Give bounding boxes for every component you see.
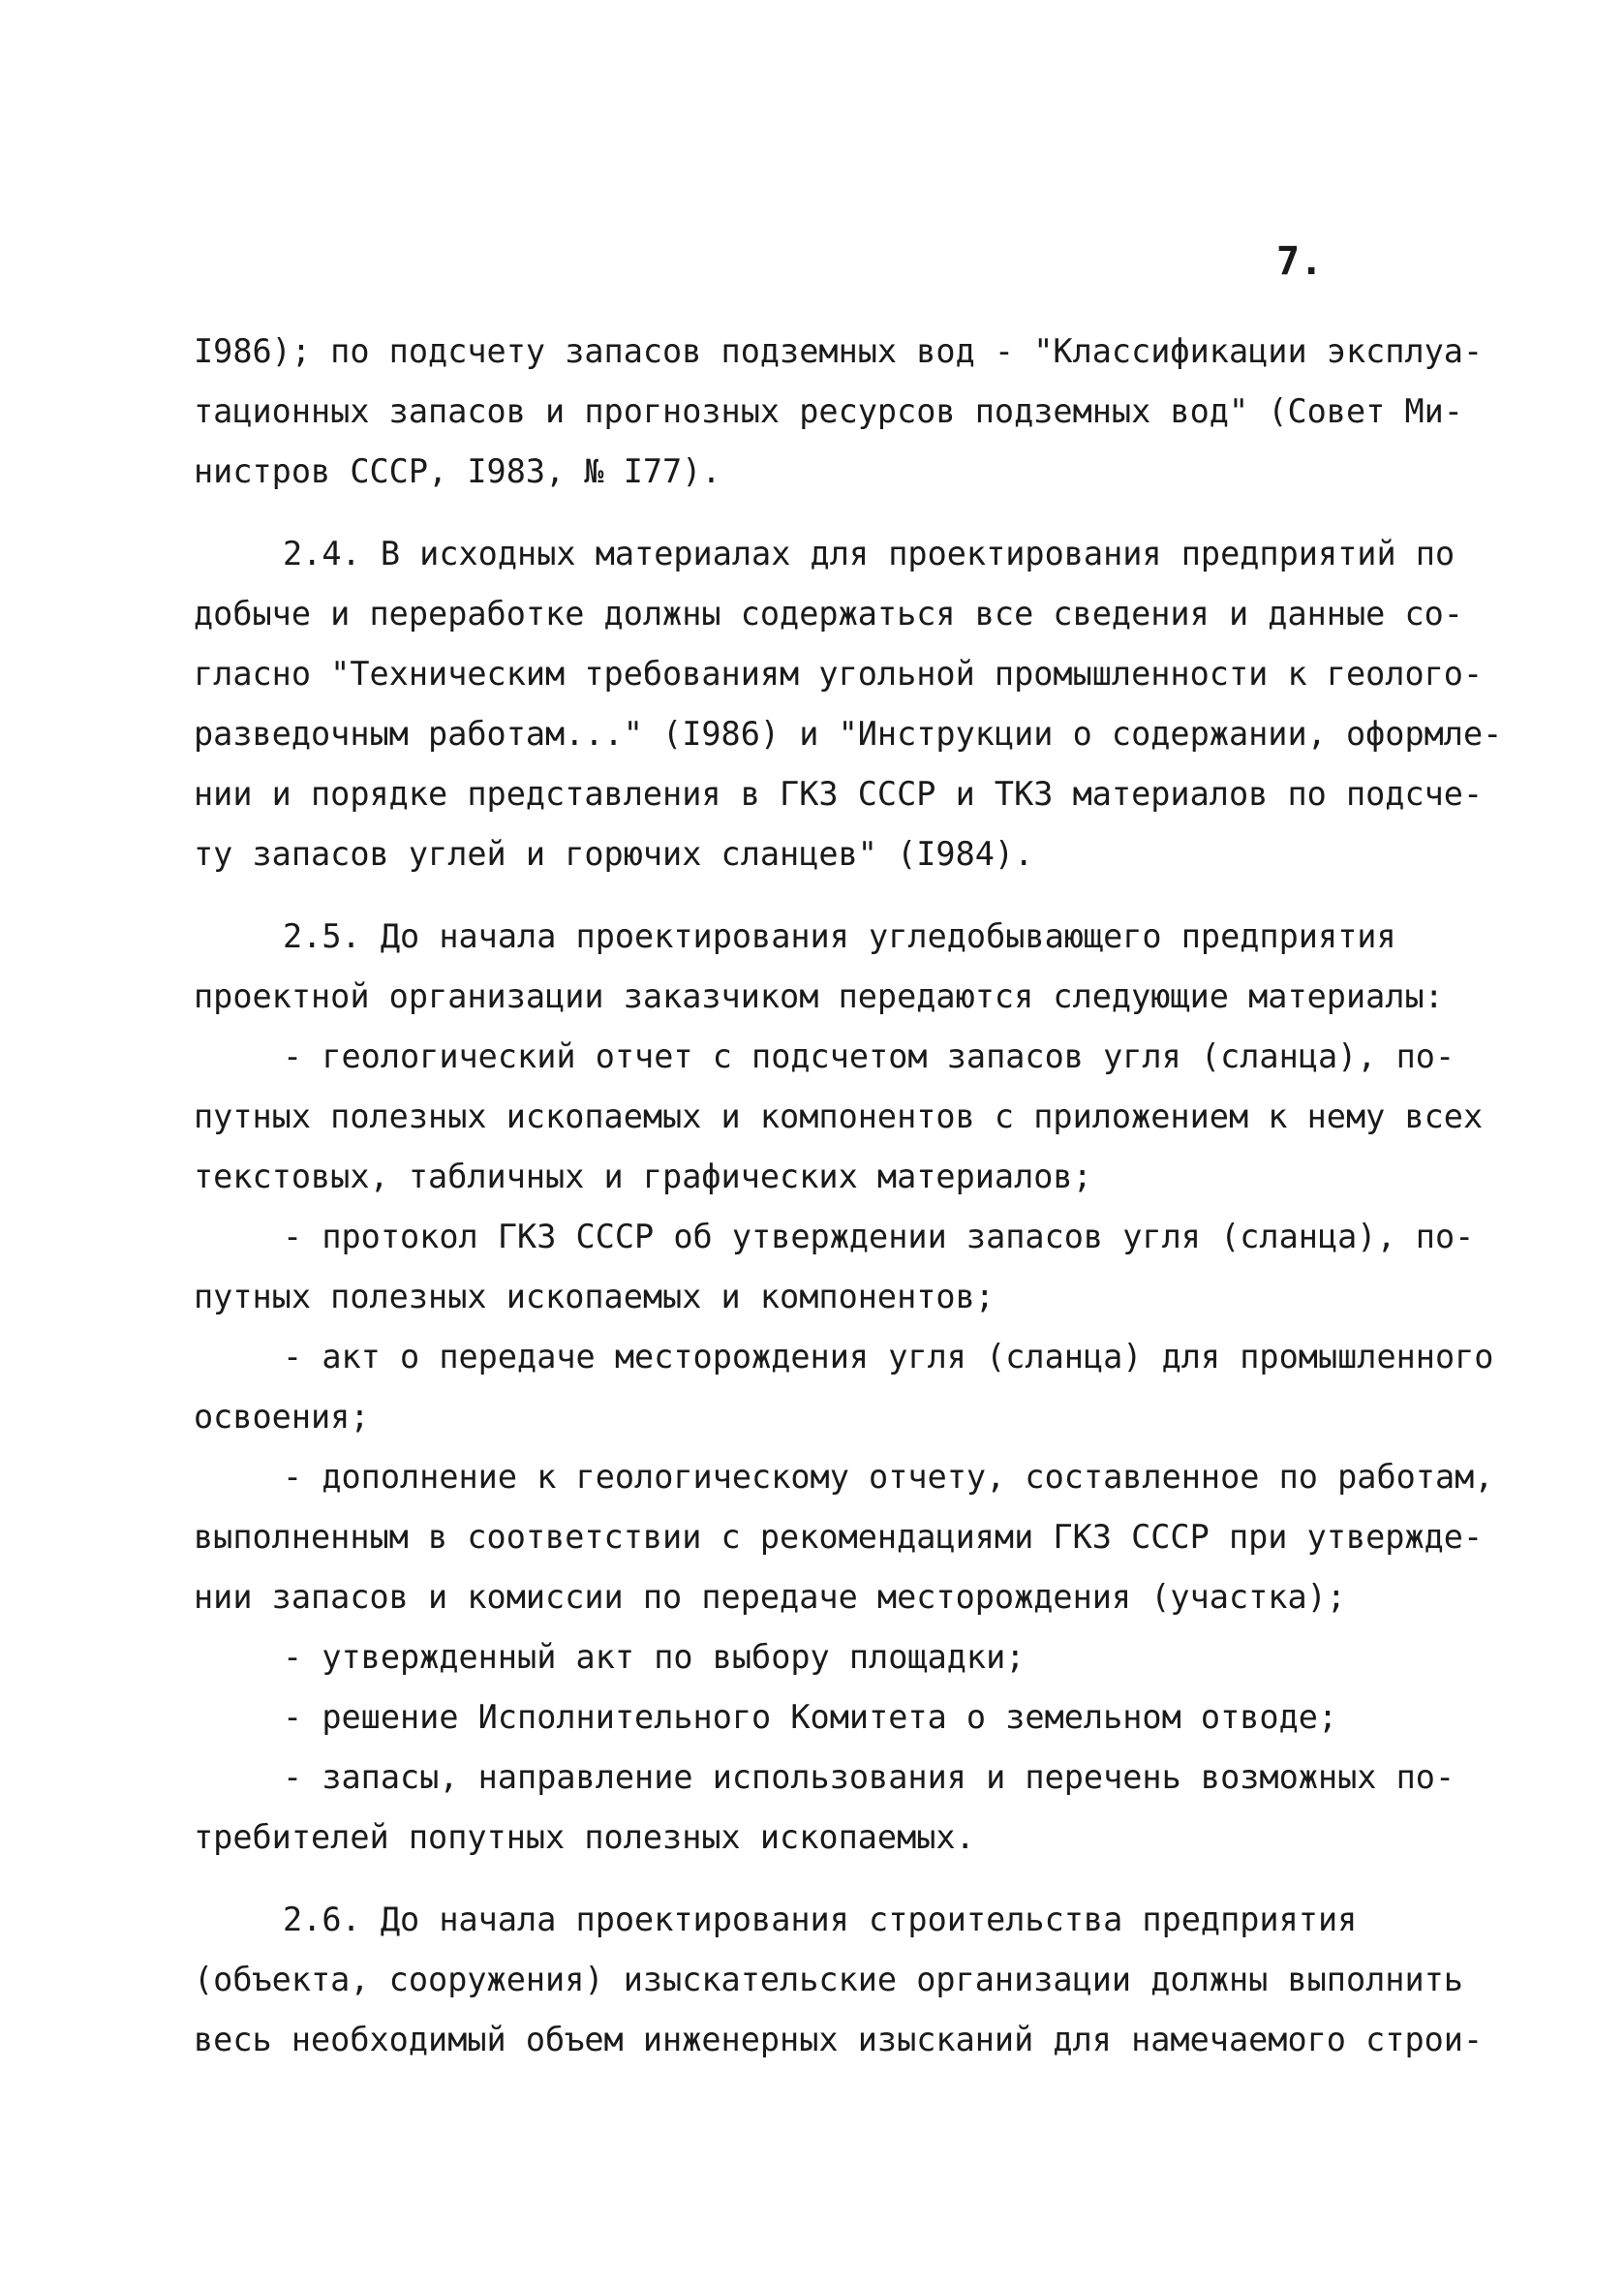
text-line-28: весь необходимый объем инженерных изысканий для намечаемого строи- xyxy=(194,2021,1484,2058)
text-line-15: - протокол ГКЗ СССР об утверждении запасов угля (сланца), по- xyxy=(283,1218,1475,1255)
text-line-24: - запасы, направление использования и перечень возможных по- xyxy=(283,1758,1455,1796)
text-line-16: путных полезных ископаемых и компонентов; xyxy=(194,1278,995,1315)
text-line-22: - утвержденный акт по выбору площадки; xyxy=(283,1638,1026,1676)
text-line-1: I986); по подсчету запасов подземных вод - "Классификации эксплуа- xyxy=(194,332,1484,370)
text-line-14: текстовых, табличных и графических материалов; xyxy=(194,1158,1092,1195)
page-number: 7. xyxy=(1276,239,1324,284)
text-line-6: гласно "Техническим требованиям угольной промышленности к геолого- xyxy=(194,655,1484,693)
text-line-27: (объекта, сооружения) изыскательские организации должны выполнить xyxy=(194,1961,1463,1998)
text-line-17: - акт о передаче месторождения угля (сланца) для промышленного xyxy=(283,1338,1494,1376)
text-line-12: - геологический отчет с подсчетом запасов угля (сланца), по- xyxy=(283,1037,1455,1075)
text-line-2: тационных запасов и прогнозных ресурсов подземных вод" (Совет Ми- xyxy=(194,392,1463,430)
text-line-11: проектной организации заказчиком передаются следующие материалы: xyxy=(194,977,1444,1015)
text-line-18: освоения; xyxy=(194,1398,370,1436)
text-line-3: нистров СССР, I983, № I77). xyxy=(194,452,721,490)
text-line-23: - решение Исполнительного Комитета о земельном отводе; xyxy=(283,1698,1338,1736)
text-line-4: 2.4. В исходных материалах для проектирования предприятий по xyxy=(283,535,1455,572)
text-line-10: 2.5. До начала проектирования угледобывающего предприятия xyxy=(283,917,1396,955)
text-line-8: нии и порядке представления в ГКЗ СССР и ТКЗ материалов по подсче- xyxy=(194,775,1484,813)
text-line-21: нии запасов и комиссии по передаче месторождения (участка); xyxy=(194,1578,1346,1616)
text-line-19: - дополнение к геологическому отчету, составленное по работам, xyxy=(283,1458,1494,1496)
text-line-5: добыче и переработке должны содержаться все сведения и данные со- xyxy=(194,595,1463,633)
text-line-13: путных полезных ископаемых и компонентов с приложением к нему всех xyxy=(194,1098,1484,1135)
text-line-7: разведочным работам..." (I986) и "Инструкции о содержании, оформле- xyxy=(194,715,1503,753)
text-line-25: требителей попутных полезных ископаемых. xyxy=(194,1818,975,1856)
text-line-20: выполненным в соответствии с рекомендациями ГКЗ СССР при утвержде- xyxy=(194,1518,1484,1556)
text-line-9: ту запасов углей и горючих сланцев" (I984). xyxy=(194,835,1034,873)
text-line-26: 2.6. До начала проектирования строительства предприятия xyxy=(283,1901,1358,1938)
